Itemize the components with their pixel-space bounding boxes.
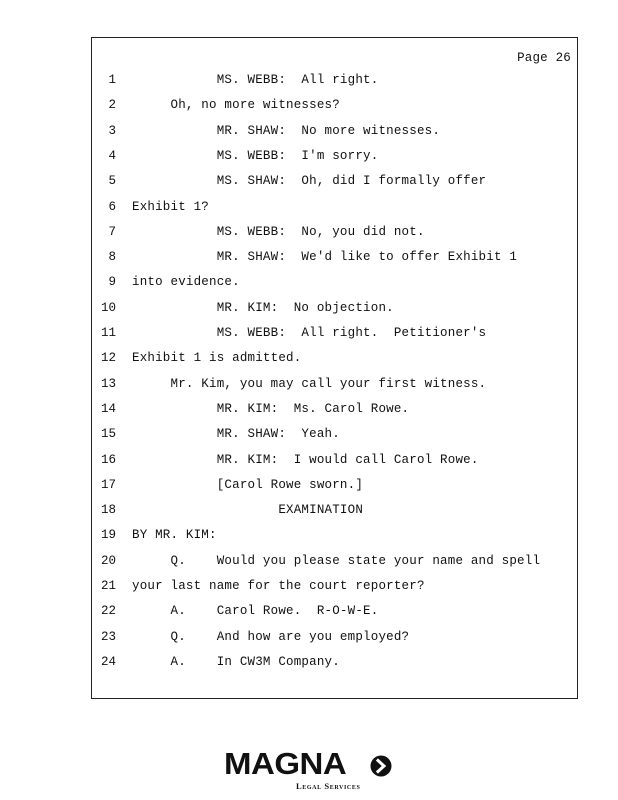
line-number: 24: [100, 654, 116, 669]
line-number: 14: [100, 401, 116, 416]
line-text: Mr. Kim, you may call your first witness.: [132, 376, 487, 391]
line-number: 18: [100, 503, 116, 518]
line-number: 13: [100, 376, 116, 391]
line-number: 10: [100, 300, 116, 315]
line-number: 4: [108, 148, 116, 163]
page-number: Page 26: [517, 51, 571, 65]
line-text: MR. SHAW: Yeah.: [132, 427, 340, 442]
line-number: 22: [100, 604, 116, 619]
line-text: MR. SHAW: No more witnesses.: [132, 123, 441, 138]
line-number: 15: [100, 427, 116, 442]
line-number: 9: [108, 275, 116, 290]
line-number: 7: [108, 224, 116, 239]
chevron-right-circle-icon: [370, 755, 392, 777]
line-text: MR. SHAW: We'd like to offer Exhibit 1: [132, 250, 518, 265]
line-text: MR. KIM: I would call Carol Rowe.: [132, 452, 479, 467]
line-text: Q. And how are you employed?: [132, 629, 410, 644]
line-text: MS. WEBB: No, you did not.: [132, 224, 425, 239]
line-text: BY MR. KIM:: [132, 528, 217, 543]
line-number: 8: [108, 250, 116, 265]
line-number: 16: [100, 452, 116, 467]
magna-logo: [224, 748, 394, 792]
line-text: MS. WEBB: All right. Petitioner's: [132, 326, 487, 340]
line-number: 23: [100, 629, 116, 644]
line-text: into evidence.: [132, 275, 240, 290]
line-number: 3: [108, 123, 116, 138]
line-number: 1: [108, 73, 116, 87]
line-text: Exhibit 1?: [132, 199, 210, 214]
line-text: MR. KIM: No objection.: [132, 300, 394, 315]
line-number: 12: [100, 351, 116, 366]
line-number: 19: [100, 528, 116, 543]
line-text: Oh, no more witnesses?: [132, 98, 340, 113]
line-number: 20: [100, 553, 116, 568]
line-number: 2: [108, 98, 116, 113]
line-text: MS. SHAW: Oh, did I formally offer: [132, 174, 487, 189]
line-text: [Carol Rowe sworn.]: [132, 477, 364, 492]
line-text: Q. Would you please state your name and spell: [132, 553, 541, 568]
line-text: Exhibit 1 is admitted.: [132, 351, 302, 366]
line-number: 21: [100, 579, 116, 593]
logo-wordmark: MAGNA: [224, 746, 347, 781]
line-text: EXAMINATION: [132, 503, 364, 518]
transcript-page: [91, 37, 578, 699]
line-text: A. In CW3M Company.: [132, 654, 340, 669]
line-text: your last name for the court reporter?: [132, 579, 425, 593]
line-number: 11: [100, 326, 116, 340]
logo-subtitle: Legal Services: [296, 781, 361, 791]
line-text: MS. WEBB: All right.: [132, 73, 379, 87]
line-number: 17: [100, 477, 116, 492]
line-text: MR. KIM: Ms. Carol Rowe.: [132, 401, 410, 416]
line-text: A. Carol Rowe. R-O-W-E.: [132, 604, 379, 619]
line-number: 6: [108, 199, 116, 214]
line-text: MS. WEBB: I'm sorry.: [132, 148, 379, 163]
line-number: 5: [108, 174, 116, 189]
